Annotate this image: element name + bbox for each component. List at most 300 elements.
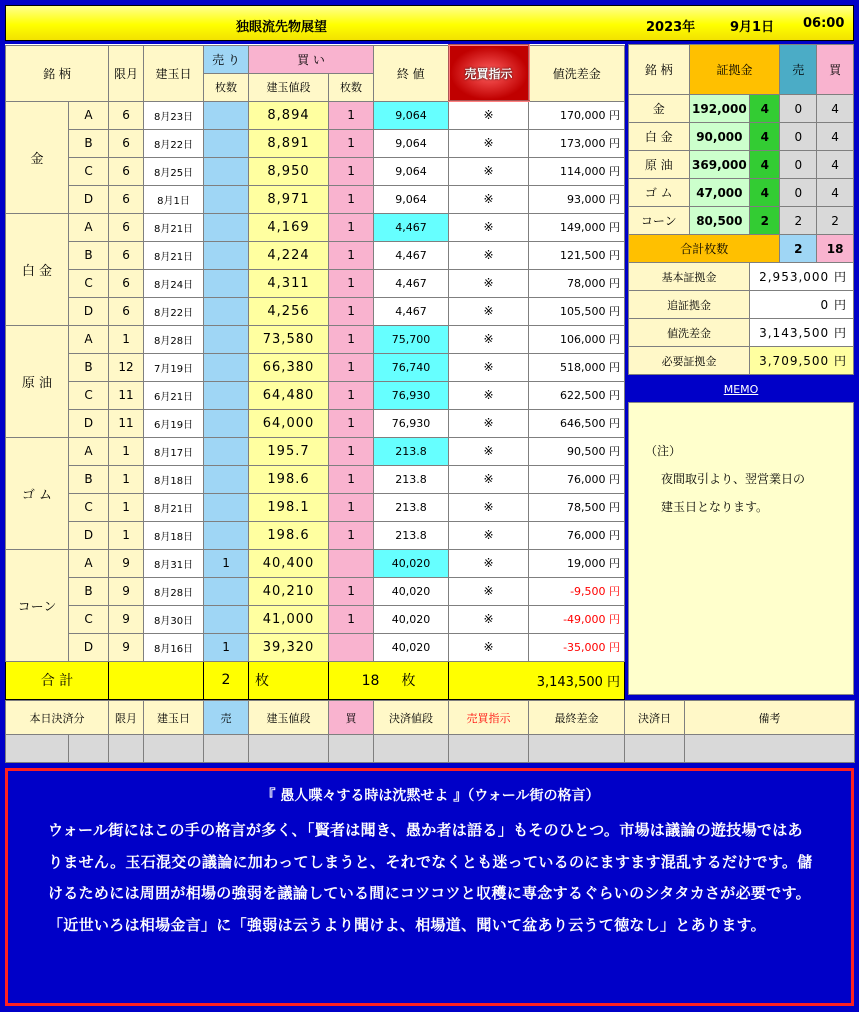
contract-month: 9 <box>109 605 144 633</box>
total-sell: 2 <box>204 661 249 699</box>
buy-qty: 1 <box>329 157 374 185</box>
position-date: 6月19日 <box>144 409 204 437</box>
settlement-cell <box>529 735 625 763</box>
contract-month: 11 <box>109 409 144 437</box>
contract-code: D <box>69 633 109 661</box>
margin-amount: 192,000 <box>689 95 750 123</box>
entry-price: 40,400 <box>249 549 329 577</box>
close-price: 9,064 <box>374 129 449 157</box>
sell-qty <box>204 437 249 465</box>
margin-buy: 4 <box>817 151 854 179</box>
mark-to-market: 76,000 円 <box>529 521 625 549</box>
position-date: 8月21日 <box>144 493 204 521</box>
table-row <box>6 493 625 521</box>
col-header-gengetsu: 限月 <box>109 45 144 101</box>
entry-price: 198.6 <box>249 465 329 493</box>
trade-instruction: ※ <box>449 493 529 521</box>
trade-instruction: ※ <box>449 213 529 241</box>
sell-qty <box>204 409 249 437</box>
quote-body: ウォール街にはこの手の格言が多く、「賢者は聞き、愚か者は語る」もそのひとつ。市場は議論の遊技場ではありません。玉石混交の議論に加わってしまうと、それでなくとも迷っているのにますます混乱するだけです。儲けるためには周囲が相場の強弱を議論している間にコツコツと収穫に専念するぐらいのシタタカさが必要です。「近世いろは相場金言」に「強弱は云うより聞けよ、相場道、聞いて盆あり云うて徳なし」とあります。 <box>48 821 813 934</box>
sell-qty <box>204 297 249 325</box>
close-price: 4,467 <box>374 241 449 269</box>
sell-qty: 1 <box>204 633 249 661</box>
position-date: 8月30日 <box>144 605 204 633</box>
margin-commodity: 金 <box>629 95 690 123</box>
settlement-cell <box>449 735 529 763</box>
sell-qty <box>204 157 249 185</box>
table-row <box>6 549 625 577</box>
margin-sell: 2 <box>780 207 817 235</box>
margin-total-sell: 2 <box>780 235 817 263</box>
contract-code: A <box>69 213 109 241</box>
mark-to-market: 106,000 円 <box>529 325 625 353</box>
contract-code: A <box>69 549 109 577</box>
settlement-cell <box>69 735 109 763</box>
buy-qty: 1 <box>329 101 374 129</box>
entry-price: 198.1 <box>249 493 329 521</box>
trade-instruction: ※ <box>449 297 529 325</box>
settlement-cell <box>249 735 329 763</box>
settlement-header-uri: 売 <box>204 701 249 735</box>
page-title: 独眼流先物展望 <box>236 20 328 35</box>
commodity-name: ゴ ム <box>6 437 69 549</box>
buy-qty: 1 <box>329 185 374 213</box>
entry-price: 4,256 <box>249 297 329 325</box>
mark-to-market: -49,000 円 <box>529 605 625 633</box>
mark-to-market: 622,500 円 <box>529 381 625 409</box>
close-price: 9,064 <box>374 185 449 213</box>
entry-price: 4,311 <box>249 269 329 297</box>
summary-row <box>629 263 854 291</box>
summary-row <box>629 291 854 319</box>
buy-qty: 1 <box>329 465 374 493</box>
table-row <box>6 269 625 297</box>
margin-commodity: ゴ ム <box>629 179 690 207</box>
table-row <box>6 185 625 213</box>
sell-qty <box>204 493 249 521</box>
sell-qty <box>204 325 249 353</box>
margin-amount: 90,000 <box>689 123 750 151</box>
total-buy-cell <box>329 661 449 699</box>
trade-instruction: ※ <box>449 129 529 157</box>
contract-code: C <box>69 269 109 297</box>
entry-price: 39,320 <box>249 633 329 661</box>
margin-row <box>629 179 854 207</box>
mark-to-market: -35,000 円 <box>529 633 625 661</box>
table-row <box>6 325 625 353</box>
trade-instruction: ※ <box>449 437 529 465</box>
col-header-kai: 買 い <box>249 45 374 73</box>
buy-qty: 1 <box>329 437 374 465</box>
settlement-header-baibai-shiji: 売買指示 <box>449 701 529 735</box>
margin-lots: 4 <box>750 95 780 123</box>
table-row <box>6 297 625 325</box>
settlement-header-saishu-sakin: 最終差金 <box>529 701 625 735</box>
buy-qty: 1 <box>329 493 374 521</box>
mark-to-market: 149,000 円 <box>529 213 625 241</box>
table-row <box>6 129 625 157</box>
position-date: 8月16日 <box>144 633 204 661</box>
contract-code: B <box>69 577 109 605</box>
trade-instruction: ※ <box>449 381 529 409</box>
table-row <box>6 605 625 633</box>
margin-row <box>629 151 854 179</box>
close-price: 76,930 <box>374 409 449 437</box>
contract-month: 6 <box>109 269 144 297</box>
contract-month: 6 <box>109 213 144 241</box>
table-row <box>6 633 625 661</box>
commodity-name: 原 油 <box>6 325 69 437</box>
mark-to-market: 105,500 円 <box>529 297 625 325</box>
sell-qty <box>204 185 249 213</box>
col-header-baibai-shiji[interactable]: 売買指示 <box>449 45 529 101</box>
contract-month: 9 <box>109 633 144 661</box>
entry-price: 64,480 <box>249 381 329 409</box>
close-price: 40,020 <box>374 549 449 577</box>
contract-month: 12 <box>109 353 144 381</box>
settlement-cell <box>685 735 855 763</box>
header-bar <box>5 5 854 41</box>
buy-qty: 1 <box>329 521 374 549</box>
position-date: 8月17日 <box>144 437 204 465</box>
margin-panel <box>628 44 854 375</box>
quote-title: 『 愚人喋々する時は沈黙せよ 』（ウォール街の格言） <box>261 788 600 804</box>
margin-buy: 4 <box>817 179 854 207</box>
close-price: 4,467 <box>374 297 449 325</box>
contract-code: C <box>69 493 109 521</box>
summary-value: 3,709,500 円 <box>750 347 854 375</box>
buy-qty: 1 <box>329 605 374 633</box>
position-date: 8月22日 <box>144 129 204 157</box>
trade-instruction: ※ <box>449 577 529 605</box>
total-buy-unit: 枚 <box>401 673 416 689</box>
buy-qty <box>329 549 374 577</box>
sell-qty <box>204 521 249 549</box>
margin-commodity: 原 油 <box>629 151 690 179</box>
margin-lots: 4 <box>750 151 780 179</box>
settlement-header-kai: 買 <box>329 701 374 735</box>
margin-commodity: コーン <box>629 207 690 235</box>
close-price: 4,467 <box>374 269 449 297</box>
sell-qty <box>204 101 249 129</box>
mark-to-market: 76,000 円 <box>529 465 625 493</box>
table-row <box>6 521 625 549</box>
margin-sell: 0 <box>780 179 817 207</box>
margin-amount: 80,500 <box>689 207 750 235</box>
margin-lots: 4 <box>750 123 780 151</box>
mark-to-market: 173,000 円 <box>529 129 625 157</box>
summary-label: 必要証拠金 <box>629 347 750 375</box>
mark-to-market: 170,000 円 <box>529 101 625 129</box>
margin-row <box>629 95 854 123</box>
position-date: 8月21日 <box>144 241 204 269</box>
trade-instruction: ※ <box>449 269 529 297</box>
sell-qty: 1 <box>204 549 249 577</box>
close-price: 213.8 <box>374 521 449 549</box>
contract-code: B <box>69 129 109 157</box>
sell-qty <box>204 353 249 381</box>
settlement-header-tategyokubi: 建玉日 <box>144 701 204 735</box>
header-date: 9月1日 <box>730 20 775 35</box>
mark-to-market: 646,500 円 <box>529 409 625 437</box>
contract-code: A <box>69 325 109 353</box>
sell-qty <box>204 129 249 157</box>
contract-code: C <box>69 605 109 633</box>
contract-code: B <box>69 465 109 493</box>
summary-label: 追証拠金 <box>629 291 750 319</box>
col-header-tategyoku-nedan: 建玉値段 <box>249 73 329 101</box>
buy-qty: 1 <box>329 297 374 325</box>
contract-month: 6 <box>109 157 144 185</box>
summary-label: 値洗差金 <box>629 319 750 347</box>
margin-row <box>629 123 854 151</box>
table-row <box>6 577 625 605</box>
buy-qty: 1 <box>329 325 374 353</box>
header-year: 2023年 <box>646 20 696 35</box>
table-row <box>6 353 625 381</box>
total-diff: 3,143,500 円 <box>449 661 625 699</box>
close-price: 76,740 <box>374 353 449 381</box>
margin-total-label: 合計枚数 <box>629 235 780 263</box>
summary-row <box>629 319 854 347</box>
contract-month: 9 <box>109 549 144 577</box>
mark-to-market: 90,500 円 <box>529 437 625 465</box>
trade-instruction: ※ <box>449 605 529 633</box>
margin-amount: 47,000 <box>689 179 750 207</box>
table-row <box>6 465 625 493</box>
close-price: 9,064 <box>374 157 449 185</box>
col-header-buy-maisu: 枚数 <box>329 73 374 101</box>
close-price: 40,020 <box>374 605 449 633</box>
position-date: 8月25日 <box>144 157 204 185</box>
col-header-sell-maisu: 枚数 <box>204 73 249 101</box>
buy-qty: 1 <box>329 577 374 605</box>
margin-buy: 4 <box>817 123 854 151</box>
summary-row <box>629 347 854 375</box>
settlement-header-tategyoku-nedan: 建玉値段 <box>249 701 329 735</box>
memo-link[interactable]: MEMO <box>723 383 759 396</box>
margin-amount: 369,000 <box>689 151 750 179</box>
margin-row <box>629 207 854 235</box>
entry-price: 4,224 <box>249 241 329 269</box>
contract-month: 1 <box>109 465 144 493</box>
entry-price: 73,580 <box>249 325 329 353</box>
table-row <box>6 241 625 269</box>
position-date: 8月22日 <box>144 297 204 325</box>
close-price: 4,467 <box>374 213 449 241</box>
commodity-name: 白 金 <box>6 213 69 325</box>
entry-price: 8,971 <box>249 185 329 213</box>
position-date: 8月28日 <box>144 325 204 353</box>
trade-instruction: ※ <box>449 185 529 213</box>
margin-commodity: 白 金 <box>629 123 690 151</box>
summary-label: 基本証拠金 <box>629 263 750 291</box>
position-date: 8月18日 <box>144 521 204 549</box>
buy-qty <box>329 633 374 661</box>
margin-header-uri: 売 <box>780 45 817 95</box>
trade-instruction: ※ <box>449 409 529 437</box>
trade-instruction: ※ <box>449 157 529 185</box>
entry-price: 8,891 <box>249 129 329 157</box>
sell-qty <box>204 213 249 241</box>
memo-line: 建玉日となります。 <box>661 500 769 514</box>
contract-month: 11 <box>109 381 144 409</box>
sell-qty <box>204 465 249 493</box>
col-header-meigara: 銘 柄 <box>6 45 109 101</box>
commodity-name: コーン <box>6 549 69 661</box>
margin-sell: 0 <box>780 151 817 179</box>
contract-month: 1 <box>109 521 144 549</box>
settlement-cell <box>374 735 449 763</box>
trade-instruction: ※ <box>449 325 529 353</box>
total-spacer <box>109 661 204 699</box>
entry-price: 64,000 <box>249 409 329 437</box>
memo-box <box>628 402 854 695</box>
close-price: 40,020 <box>374 633 449 661</box>
contract-code: D <box>69 185 109 213</box>
total-buy: 18 <box>361 673 380 689</box>
settlement-header-today: 本日決済分 <box>6 701 109 735</box>
contract-code: D <box>69 521 109 549</box>
close-price: 213.8 <box>374 437 449 465</box>
entry-price: 195.7 <box>249 437 329 465</box>
total-row <box>6 661 625 699</box>
margin-sell: 0 <box>780 123 817 151</box>
margin-total-row <box>629 235 854 263</box>
close-price: 9,064 <box>374 101 449 129</box>
trade-instruction: ※ <box>449 465 529 493</box>
contract-code: B <box>69 241 109 269</box>
position-date: 8月1日 <box>144 185 204 213</box>
mark-to-market: 93,000 円 <box>529 185 625 213</box>
col-header-tategyokubi: 建玉日 <box>144 45 204 101</box>
mark-to-market: 518,000 円 <box>529 353 625 381</box>
close-price: 75,700 <box>374 325 449 353</box>
summary-value: 3,143,500 円 <box>750 319 854 347</box>
trade-instruction: ※ <box>449 353 529 381</box>
col-header-nearai-sakin: 値洗差金 <box>529 45 625 101</box>
memo-line: 夜間取引より、翌営業日の <box>661 472 806 486</box>
margin-total-buy: 18 <box>817 235 854 263</box>
settlement-cell <box>329 735 374 763</box>
settlement-cell <box>204 735 249 763</box>
sell-qty <box>204 577 249 605</box>
entry-price: 4,169 <box>249 213 329 241</box>
settlement-header-gengetsu: 限月 <box>109 701 144 735</box>
buy-qty: 1 <box>329 381 374 409</box>
entry-price: 8,894 <box>249 101 329 129</box>
trade-instruction: ※ <box>449 633 529 661</box>
mark-to-market: 78,000 円 <box>529 269 625 297</box>
settlement-header-kessai-nedan: 決済値段 <box>374 701 449 735</box>
summary-value: 2,953,000 円 <box>750 263 854 291</box>
contract-month: 6 <box>109 101 144 129</box>
contract-code: C <box>69 381 109 409</box>
table-row <box>6 437 625 465</box>
position-date: 8月21日 <box>144 213 204 241</box>
mark-to-market: -9,500 円 <box>529 577 625 605</box>
contract-month: 6 <box>109 241 144 269</box>
margin-buy: 2 <box>817 207 854 235</box>
buy-qty: 1 <box>329 129 374 157</box>
sell-qty <box>204 269 249 297</box>
settlement-cell <box>625 735 685 763</box>
buy-qty: 1 <box>329 241 374 269</box>
position-date: 7月19日 <box>144 353 204 381</box>
position-date: 8月24日 <box>144 269 204 297</box>
table-row <box>6 101 625 129</box>
header-time: 06:00 <box>803 16 845 31</box>
margin-lots: 4 <box>750 179 780 207</box>
buy-qty: 1 <box>329 269 374 297</box>
table-row <box>6 157 625 185</box>
total-sell-unit: 枚 <box>249 661 329 699</box>
table-row <box>6 213 625 241</box>
table-row <box>6 409 625 437</box>
quote-box <box>5 768 854 1006</box>
entry-price: 198.6 <box>249 521 329 549</box>
contract-code: A <box>69 101 109 129</box>
settlement-header-kessaibi: 決済日 <box>625 701 685 735</box>
memo-line: （注） <box>645 444 682 458</box>
sell-qty <box>204 381 249 409</box>
settlement-cell <box>109 735 144 763</box>
position-date: 8月28日 <box>144 577 204 605</box>
margin-lots: 2 <box>750 207 780 235</box>
position-date: 8月31日 <box>144 549 204 577</box>
entry-price: 8,950 <box>249 157 329 185</box>
contract-code: D <box>69 409 109 437</box>
trade-instruction: ※ <box>449 101 529 129</box>
col-header-uri: 売 り <box>204 45 249 73</box>
mark-to-market: 114,000 円 <box>529 157 625 185</box>
settlement-header-biko: 備考 <box>685 701 855 735</box>
close-price: 40,020 <box>374 577 449 605</box>
contract-code: B <box>69 353 109 381</box>
position-date: 8月18日 <box>144 465 204 493</box>
close-price: 213.8 <box>374 465 449 493</box>
trade-instruction: ※ <box>449 241 529 269</box>
contract-month: 6 <box>109 129 144 157</box>
sell-qty <box>204 605 249 633</box>
contract-code: C <box>69 157 109 185</box>
positions-table <box>5 44 625 700</box>
entry-price: 40,210 <box>249 577 329 605</box>
margin-sell: 0 <box>780 95 817 123</box>
sell-qty <box>204 241 249 269</box>
entry-price: 41,000 <box>249 605 329 633</box>
buy-qty: 1 <box>329 213 374 241</box>
commodity-name: 金 <box>6 101 69 213</box>
col-header-owarine: 終 値 <box>374 45 449 101</box>
mark-to-market: 121,500 円 <box>529 241 625 269</box>
contract-month: 6 <box>109 185 144 213</box>
trade-instruction: ※ <box>449 549 529 577</box>
settlement-table <box>5 700 855 763</box>
position-date: 8月23日 <box>144 101 204 129</box>
summary-value: 0 円 <box>750 291 854 319</box>
close-price: 213.8 <box>374 493 449 521</box>
margin-header-kai: 買 <box>817 45 854 95</box>
entry-price: 66,380 <box>249 353 329 381</box>
buy-qty: 1 <box>329 353 374 381</box>
margin-header-meigara: 銘 柄 <box>629 45 690 95</box>
mark-to-market: 78,500 円 <box>529 493 625 521</box>
buy-qty: 1 <box>329 409 374 437</box>
contract-month: 6 <box>109 297 144 325</box>
mark-to-market: 19,000 円 <box>529 549 625 577</box>
contract-month: 9 <box>109 577 144 605</box>
